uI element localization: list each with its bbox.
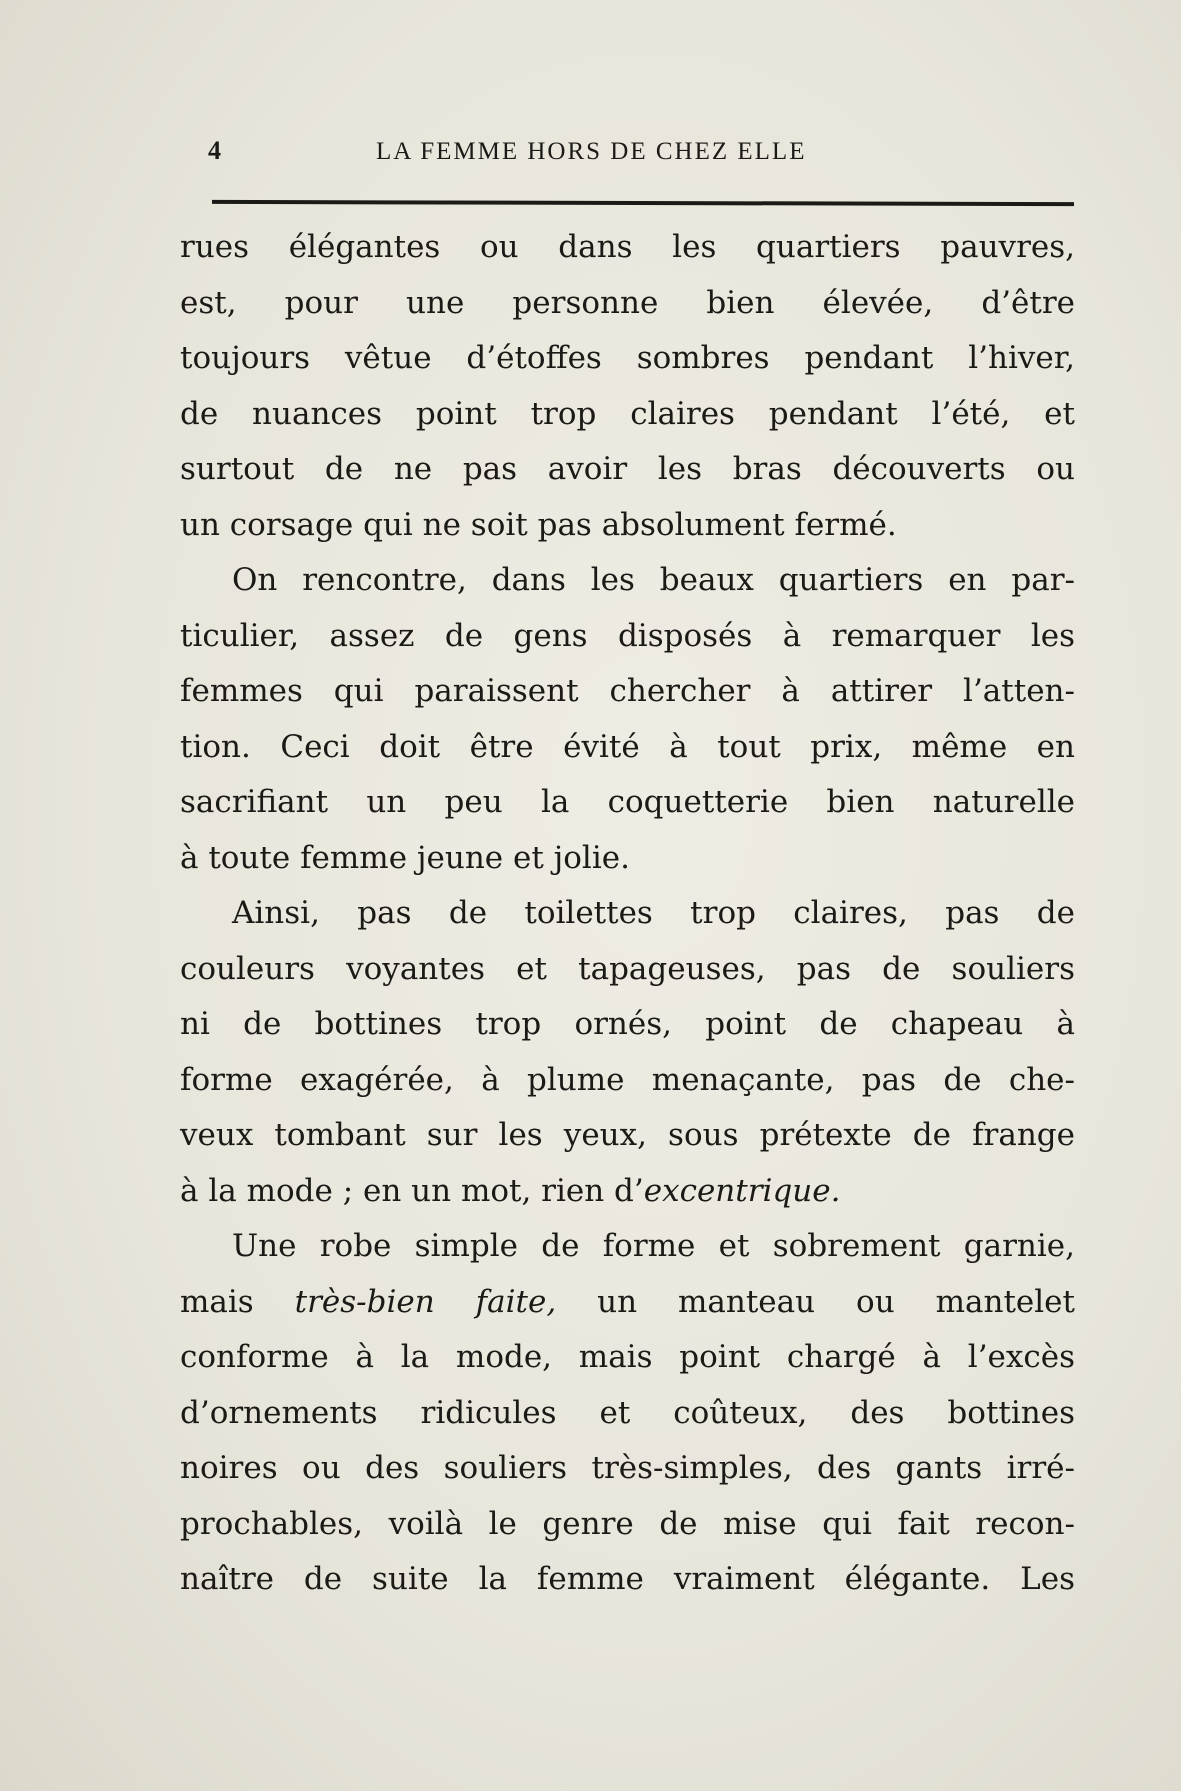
text-line: à toute femme jeune et jolie. (180, 839, 630, 876)
text-line: conforme à la mode, mais point chargé à l’excès (180, 1339, 1075, 1375)
italic-word: excentrique. (643, 1172, 841, 1209)
text-line: est, pour une personne bien élevée, d’être (180, 284, 1075, 321)
paragraph-4 (180, 1219, 1075, 1608)
text-line: Une robe simple de forme et sobrement garnie, (232, 1228, 1075, 1264)
italic-phrase: très-bien faite, (294, 1283, 557, 1320)
text-line: veux tombant sur les yeux, sous prétexte de frange (180, 1117, 1075, 1153)
text-line: un corsage qui ne soit pas absolument fermé. (180, 506, 897, 543)
text-line: tion. Ceci doit être évité à tout prix, même en (180, 728, 1075, 765)
text-line: ticulier, assez de gens disposés à remarquer les (180, 617, 1075, 654)
text-line: Ainsi, pas de toilettes trop claires, pas de (232, 895, 1075, 931)
text-line: forme exagérée, à plume menaçante, pas de che- (180, 1061, 1075, 1098)
text-line: rues élégantes ou dans les quartiers pauvres, (180, 229, 1075, 265)
text-line-rest: un manteau ou mantelet (597, 1283, 1075, 1320)
text-line: couleurs voyantes et tapageuses, pas de souliers (180, 950, 1075, 987)
text-line: ni de bottines trop ornés, point de chapeau à (180, 1006, 1075, 1042)
running-title: LA FEMME HORS DE CHEZ ELLE (376, 138, 807, 165)
paragraph-2 (180, 553, 1075, 886)
text-line: On rencontre, dans les beaux quartiers en par- (232, 562, 1075, 598)
text-line: d’ornements ridicules et coûteux, des bottines (180, 1394, 1075, 1431)
text-line: naître de suite la femme vraiment élégante. Les (180, 1561, 1075, 1597)
text-line: prochables, voilà le genre de mise qui fait recon- (180, 1505, 1075, 1542)
text-line-prefix: mais (180, 1283, 295, 1320)
text-line: toujours vêtue d’étoffes sombres pendant l’hiver, (180, 340, 1075, 376)
text-line-prefix: à la mode ; en un mot, rien d’ (180, 1172, 644, 1209)
page-number: 4 (208, 136, 221, 165)
body-text (180, 220, 1075, 1608)
paragraph-3 (180, 886, 1075, 1219)
header-rule (212, 200, 1074, 206)
text-line: sacrifiant un peu la coquetterie bien naturelle (180, 784, 1075, 820)
running-head (200, 136, 1080, 176)
paragraph-1 (180, 220, 1075, 553)
text-line (180, 1275, 1075, 1331)
text-line: noires ou des souliers très-simples, des gants irré- (180, 1450, 1075, 1486)
text-line: surtout de ne pas avoir les bras découverts ou (180, 451, 1075, 487)
text-line: femmes qui paraissent chercher à attirer l’atten- (180, 673, 1075, 709)
text-line (180, 1164, 1075, 1220)
text-line: de nuances point trop claires pendant l’été, et (180, 395, 1075, 432)
